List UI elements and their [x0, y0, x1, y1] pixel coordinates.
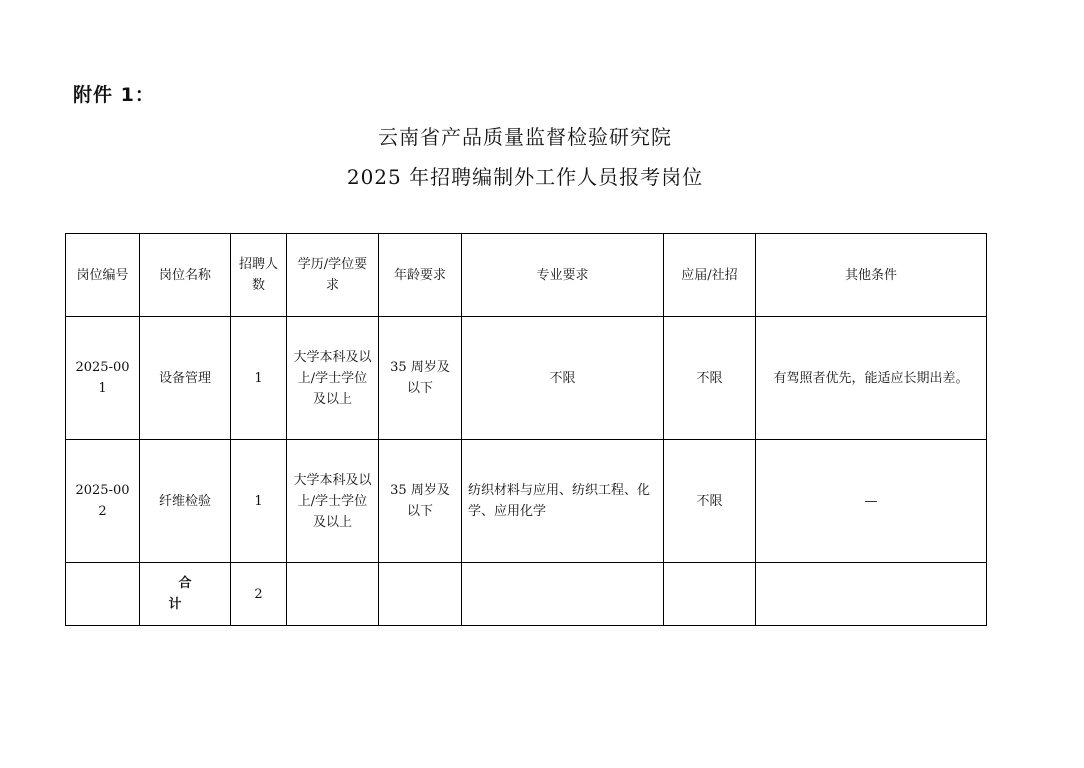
cell-code: 2025-001	[66, 317, 140, 440]
cell-other: 有驾照者优先，能适应长期出差。	[756, 317, 987, 440]
cell-count: 1	[231, 440, 287, 563]
positions-table	[65, 233, 987, 626]
cell-education: 大学本科及以上/学士学位及以上	[287, 317, 379, 440]
header-code: 岗位编号	[66, 234, 140, 317]
cell-graduate: 不限	[664, 440, 756, 563]
header-name: 岗位名称	[140, 234, 231, 317]
header-other: 其他条件	[756, 234, 987, 317]
cell-major: 纺织材料与应用、纺织工程、化学、应用化学	[462, 440, 664, 563]
total-label-text: 合计	[168, 576, 212, 612]
header-count: 招聘人数	[231, 234, 287, 317]
cell-other: —	[756, 440, 987, 563]
cell-code: 2025-002	[66, 440, 140, 563]
header-graduate: 应届/社招	[664, 234, 756, 317]
cell-empty	[756, 563, 987, 626]
header-major: 专业要求	[462, 234, 664, 317]
header-age: 年龄要求	[379, 234, 462, 317]
cell-empty	[379, 563, 462, 626]
table-row	[66, 440, 987, 563]
document-title: 云南省产品质量监督检验研究院	[378, 125, 672, 149]
table-total-row	[66, 563, 987, 626]
cell-major: 不限	[462, 317, 664, 440]
total-count: 2	[231, 563, 287, 626]
cell-name: 设备管理	[140, 317, 231, 440]
header-education: 学历/学位要求	[287, 234, 379, 317]
cell-empty	[462, 563, 664, 626]
cell-empty	[287, 563, 379, 626]
cell-empty	[66, 563, 140, 626]
cell-count: 1	[231, 317, 287, 440]
cell-graduate: 不限	[664, 317, 756, 440]
table-header-row	[66, 234, 987, 317]
cell-age: 35 周岁及以下	[379, 317, 462, 440]
total-label	[140, 563, 231, 626]
cell-education: 大学本科及以上/学士学位及以上	[287, 440, 379, 563]
cell-name: 纤维检验	[140, 440, 231, 563]
table-row	[66, 317, 987, 440]
document-subtitle: 2025 年招聘编制外工作人员报考岗位	[346, 165, 704, 189]
cell-empty	[664, 563, 756, 626]
cell-age: 35 周岁及以下	[379, 440, 462, 563]
annex-label: 附件 1：	[73, 84, 155, 106]
